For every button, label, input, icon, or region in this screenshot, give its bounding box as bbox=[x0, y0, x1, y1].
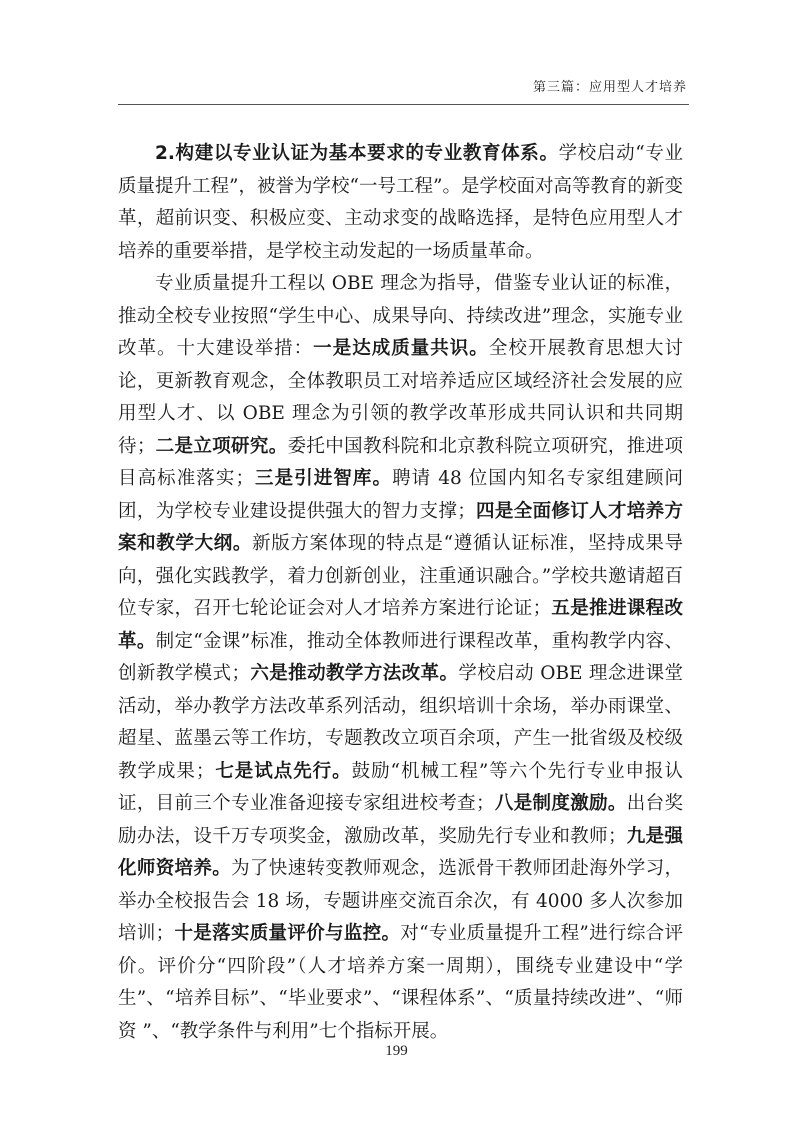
measure-heading-9: 九是强化师资培养。 bbox=[118, 825, 683, 879]
page-number: 199 bbox=[385, 1043, 408, 1059]
measure-heading-5: 五是推进课程改革。 bbox=[118, 598, 683, 652]
paragraph-text: 为了快速转变教师观念，选派骨干教师团赴海外学习，举办全校报告会 18 场，专题讲座交流百余次，有 4000 多人次参加培训； bbox=[118, 858, 683, 944]
paragraph-2 bbox=[118, 268, 683, 1048]
paragraph-text: 学校启动 OBE 理念进课堂活动，举办教学方法改革系列活动，组织培训十余场，举办雨课堂、超星、蓝墨云等工作坊，专题教改立项百余项，产生一批省级及校级教学成果； bbox=[118, 663, 683, 782]
header-rule bbox=[118, 104, 689, 105]
measure-heading-7: 七是试点先行。 bbox=[214, 760, 352, 782]
paragraph-text: 新版方案体现的特点是“遵循认证标准，坚持成果导向，强化实践教学，着力创新创业，注重通识融合。”学校共邀请超百位专家，召开七轮论证会对人才培养方案进行论证； bbox=[118, 533, 683, 619]
paragraph-text: 委托中国教科院和北京教科院立项研究，推进项目高标准落实； bbox=[118, 435, 683, 489]
measure-heading-8: 八是制度激励。 bbox=[494, 793, 627, 814]
paragraph-text: 鼓励“机械工程”等六个先行专业申报认证，目前三个专业准备迎接专家组进校考查； bbox=[118, 760, 683, 814]
section-heading: 2.构建以专业认证为基本要求的专业教育体系。 bbox=[155, 143, 559, 164]
paragraph-text: 制定“金课”标准，推动全体教师进行课程改革，重构教学内容、创新教学模式； bbox=[118, 630, 683, 684]
measure-heading-6: 六是推动教学方法改革。 bbox=[249, 663, 459, 684]
paragraph-text: 对“专业质量提升工程”进行综合评价。评价分“四阶段”（人才培养方案一周期），围绕专业建设中“学生”、“培养目标”、“毕业要求”、“课程体系”、“质量持续改进”、“师资 ”、“教学条件与利用”七个指标开展。 bbox=[118, 923, 683, 1042]
paragraph-text: 学校启动“专业质量提升工程”，被誉为学校“一号工程”。是学校面对高等教育的新变革，超前识变、积极应变、主动求变的战略选择，是特色应用型人才培养的重要举措，是学校主动发起的一场质量革命。 bbox=[118, 143, 684, 262]
measure-heading-2: 二是立项研究。 bbox=[155, 435, 288, 457]
measure-heading-3: 三是引进智库。 bbox=[253, 468, 393, 489]
measure-heading-1: 一是达成质量共识。 bbox=[313, 338, 489, 359]
document-body bbox=[118, 138, 683, 1048]
running-header: 第三篇：应用型人才培养 bbox=[532, 80, 687, 95]
paragraph-text: 聘请 48 位国内知名专家组建顾问团，为学校专业建设提供强大的智力支撑； bbox=[118, 468, 683, 522]
paragraph-1 bbox=[118, 138, 683, 268]
paragraph-text: 专业质量提升工程以 OBE 理念为指导，借鉴专业认证的标准，推动全校专业按照“学生中心、成果导向、持续改进”理念，实施专业改革。十大建设举措： bbox=[118, 273, 683, 359]
paragraph-text: 全校开展教育思想大讨论，更新教育观念，全体教职员工对培养适应区域经济社会发展的应用型人才、以 OBE 理念为引领的教学改革形成共同认识和共同期待； bbox=[118, 338, 683, 457]
measure-heading-4: 四是全面修订人才培养方案和教学大纲。 bbox=[118, 500, 683, 554]
paragraph-text: 出台奖励办法，设千万专项奖金，激励改革，奖励先行专业和教师； bbox=[118, 793, 683, 847]
measure-heading-10: 十是落实质量评价与监控。 bbox=[174, 923, 401, 944]
